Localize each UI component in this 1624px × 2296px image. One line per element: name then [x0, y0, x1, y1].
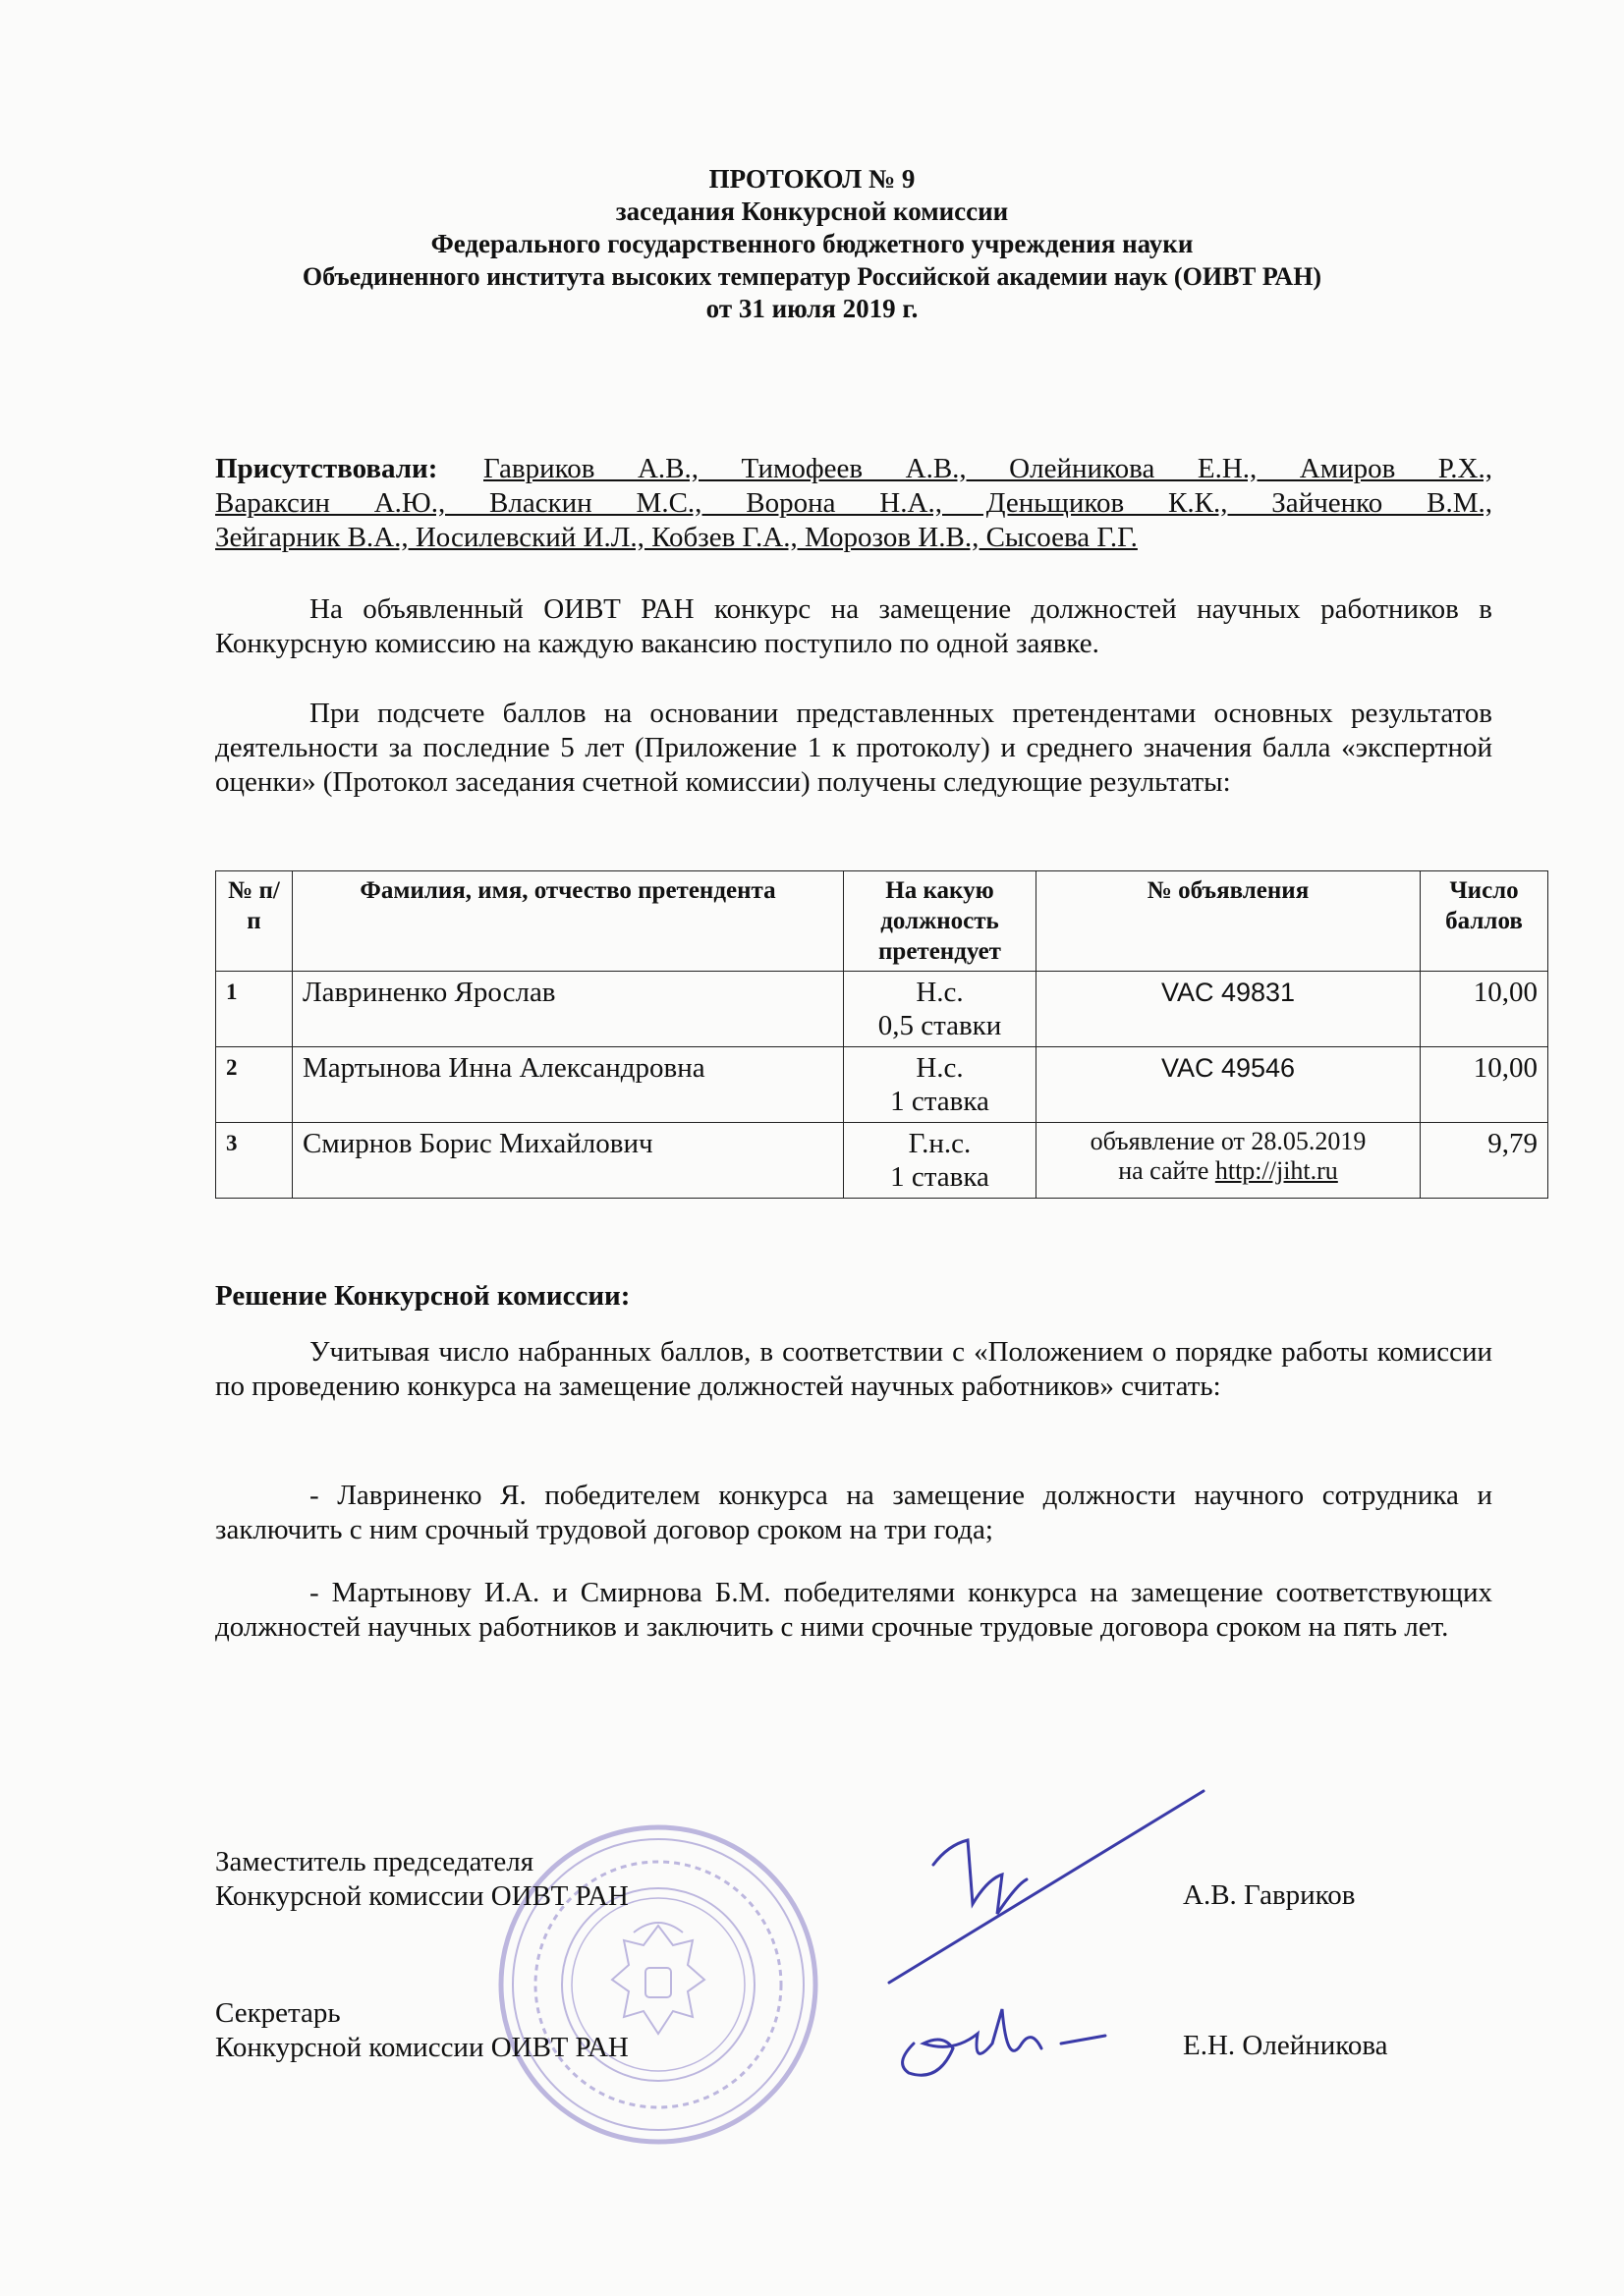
- results-table: [215, 870, 1548, 1199]
- row-ad: [1036, 972, 1421, 1047]
- row-position: [844, 1047, 1036, 1123]
- header-line-2: заседания Конкурсной комиссии: [615, 196, 1009, 226]
- attendees-label: Присутствовали: [215, 453, 428, 484]
- signatory-1-role: [215, 1845, 629, 1914]
- position-title: Н.с.: [916, 1052, 964, 1084]
- decision-item-2: - Мартынову И.А. и Смирнова Б.М. победителями конкурса на замещение соответствующих должностей научных работников и заключить с ними срочные трудовые договора сроком на пять лет.: [215, 1577, 1492, 1643]
- table-header-row: [216, 871, 1548, 972]
- position-rate: 0,5 ставки: [877, 1010, 1002, 1041]
- header-score: Число баллов: [1421, 871, 1548, 972]
- attendees-names-line-3: Зейгарник В.А., Иосилевский И.Л., Кобзев Г.А., Морозов И.В., Сысоева Г.Г.: [215, 522, 1138, 553]
- row-position: [844, 1123, 1036, 1199]
- decision-title: Решение Конкурсной комиссии:: [215, 1280, 631, 1312]
- signature-gavrikov: [879, 1786, 1213, 1992]
- role-committee: Конкурсной комиссии ОИВТ РАН: [215, 2032, 629, 2063]
- header-line-3: Федерального государственного бюджетного учреждения науки: [430, 229, 1194, 258]
- decision-item-1: - Лавриненко Я. победителем конкурса на замещение должности научного сотрудника и заключить с ним срочный трудовой договор сроком на три года;: [215, 1480, 1492, 1545]
- decision-intro: Учитывая число набранных баллов, в соответствии с «Положением о порядке работы комиссии по проведению конкурса на замещение должностей научных работников» считать:: [215, 1336, 1492, 1402]
- signatory-2-role: [215, 1996, 629, 2065]
- ad-number: VAC 49546: [1160, 1053, 1296, 1083]
- header-num: № п/п: [216, 871, 293, 972]
- row-position: [844, 972, 1036, 1047]
- row-score: 10,00: [1421, 972, 1548, 1047]
- document-header: [0, 163, 1624, 325]
- row-num: 2: [216, 1047, 293, 1123]
- row-name: Смирнов Борис Михайлович: [293, 1123, 844, 1199]
- table-row: [216, 1123, 1548, 1199]
- row-score: 10,00: [1421, 1047, 1548, 1123]
- paragraph-scoring: При подсчете баллов на основании представленных претендентами основных результатов деятельности за последние 5 лет (Приложение 1 к протоколу) и среднего значения балла «экспертной оценки» (Протокол заседания счетной комиссии) получены следующие результаты:: [215, 698, 1492, 798]
- position-title: Н.с.: [916, 977, 964, 1008]
- protocol-title: ПРОТОКОЛ № 9: [708, 164, 916, 194]
- protocol-date: от 31 июля 2019 г.: [705, 294, 919, 323]
- row-ad: [1036, 1047, 1421, 1123]
- signatory-1-name: А.В. Гавриков: [1183, 1879, 1356, 1911]
- header-line-4: Объединенного института высоких температур Российской академии наук (ОИВТ РАН): [302, 262, 1322, 291]
- ad-site-prefix: на сайте: [1118, 1156, 1215, 1185]
- site-link[interactable]: http://jiht.ru: [1214, 1156, 1338, 1185]
- signature-oleynikova: [884, 1975, 1140, 2083]
- row-name: Мартынова Инна Александровна: [293, 1047, 844, 1123]
- ad-site: [1046, 1156, 1410, 1186]
- ad-number: VAC 49831: [1160, 978, 1296, 1007]
- row-num: 1: [216, 972, 293, 1047]
- paragraph-applications: На объявленный ОИВТ РАН конкурс на замещение должностей научных работников в Конкурсную комиссию на каждую вакансию поступило по одной заявке.: [215, 593, 1492, 659]
- table-row: [216, 1047, 1548, 1123]
- attendees-names-line-1: Гавриков А.В., Тимофеев А.В., Олейникова Е.Н., Амиров Р.Х.,: [483, 453, 1493, 484]
- header-ad-number: № объявления: [1036, 871, 1421, 972]
- header-name: Фамилия, имя, отчество претендента: [293, 871, 844, 972]
- row-name: Лавриненко Ярослав: [293, 972, 844, 1047]
- signatory-2-name: Е.Н. Олейникова: [1183, 2030, 1388, 2061]
- position-title: Г.н.с.: [908, 1128, 972, 1159]
- position-rate: 1 ставка: [890, 1161, 989, 1193]
- row-ad: [1036, 1123, 1421, 1199]
- table-row: [216, 972, 1548, 1047]
- attendees-block: Присутствовали: Гавриков А.В., Тимофеев А.В., Олейникова Е.Н., Амиров Р.Х., Вараксин А.Ю., Власкин М.С., Ворона Н.А., Деньщиков К.К., Зайченко В.М., Зейгарник В.А., Иосилевский И.Л., Кобзев Г.А., Морозов И.В., Сысоева Г.Г.: [215, 453, 1493, 553]
- position-rate: 1 ставка: [890, 1086, 989, 1117]
- role-title: Секретарь: [215, 1997, 341, 2029]
- header-position: На какую должность претендует: [844, 871, 1036, 972]
- role-title: Заместитель председателя: [215, 1846, 534, 1877]
- row-num: 3: [216, 1123, 293, 1199]
- role-committee: Конкурсной комиссии ОИВТ РАН: [215, 1880, 629, 1912]
- ad-announcement: объявление от 28.05.2019: [1090, 1127, 1367, 1155]
- attendees-names-line-2: Вараксин А.Ю., Власкин М.С., Ворона Н.А., Деньщиков К.К., Зайченко В.М.,: [215, 487, 1492, 519]
- row-score: 9,79: [1421, 1123, 1548, 1199]
